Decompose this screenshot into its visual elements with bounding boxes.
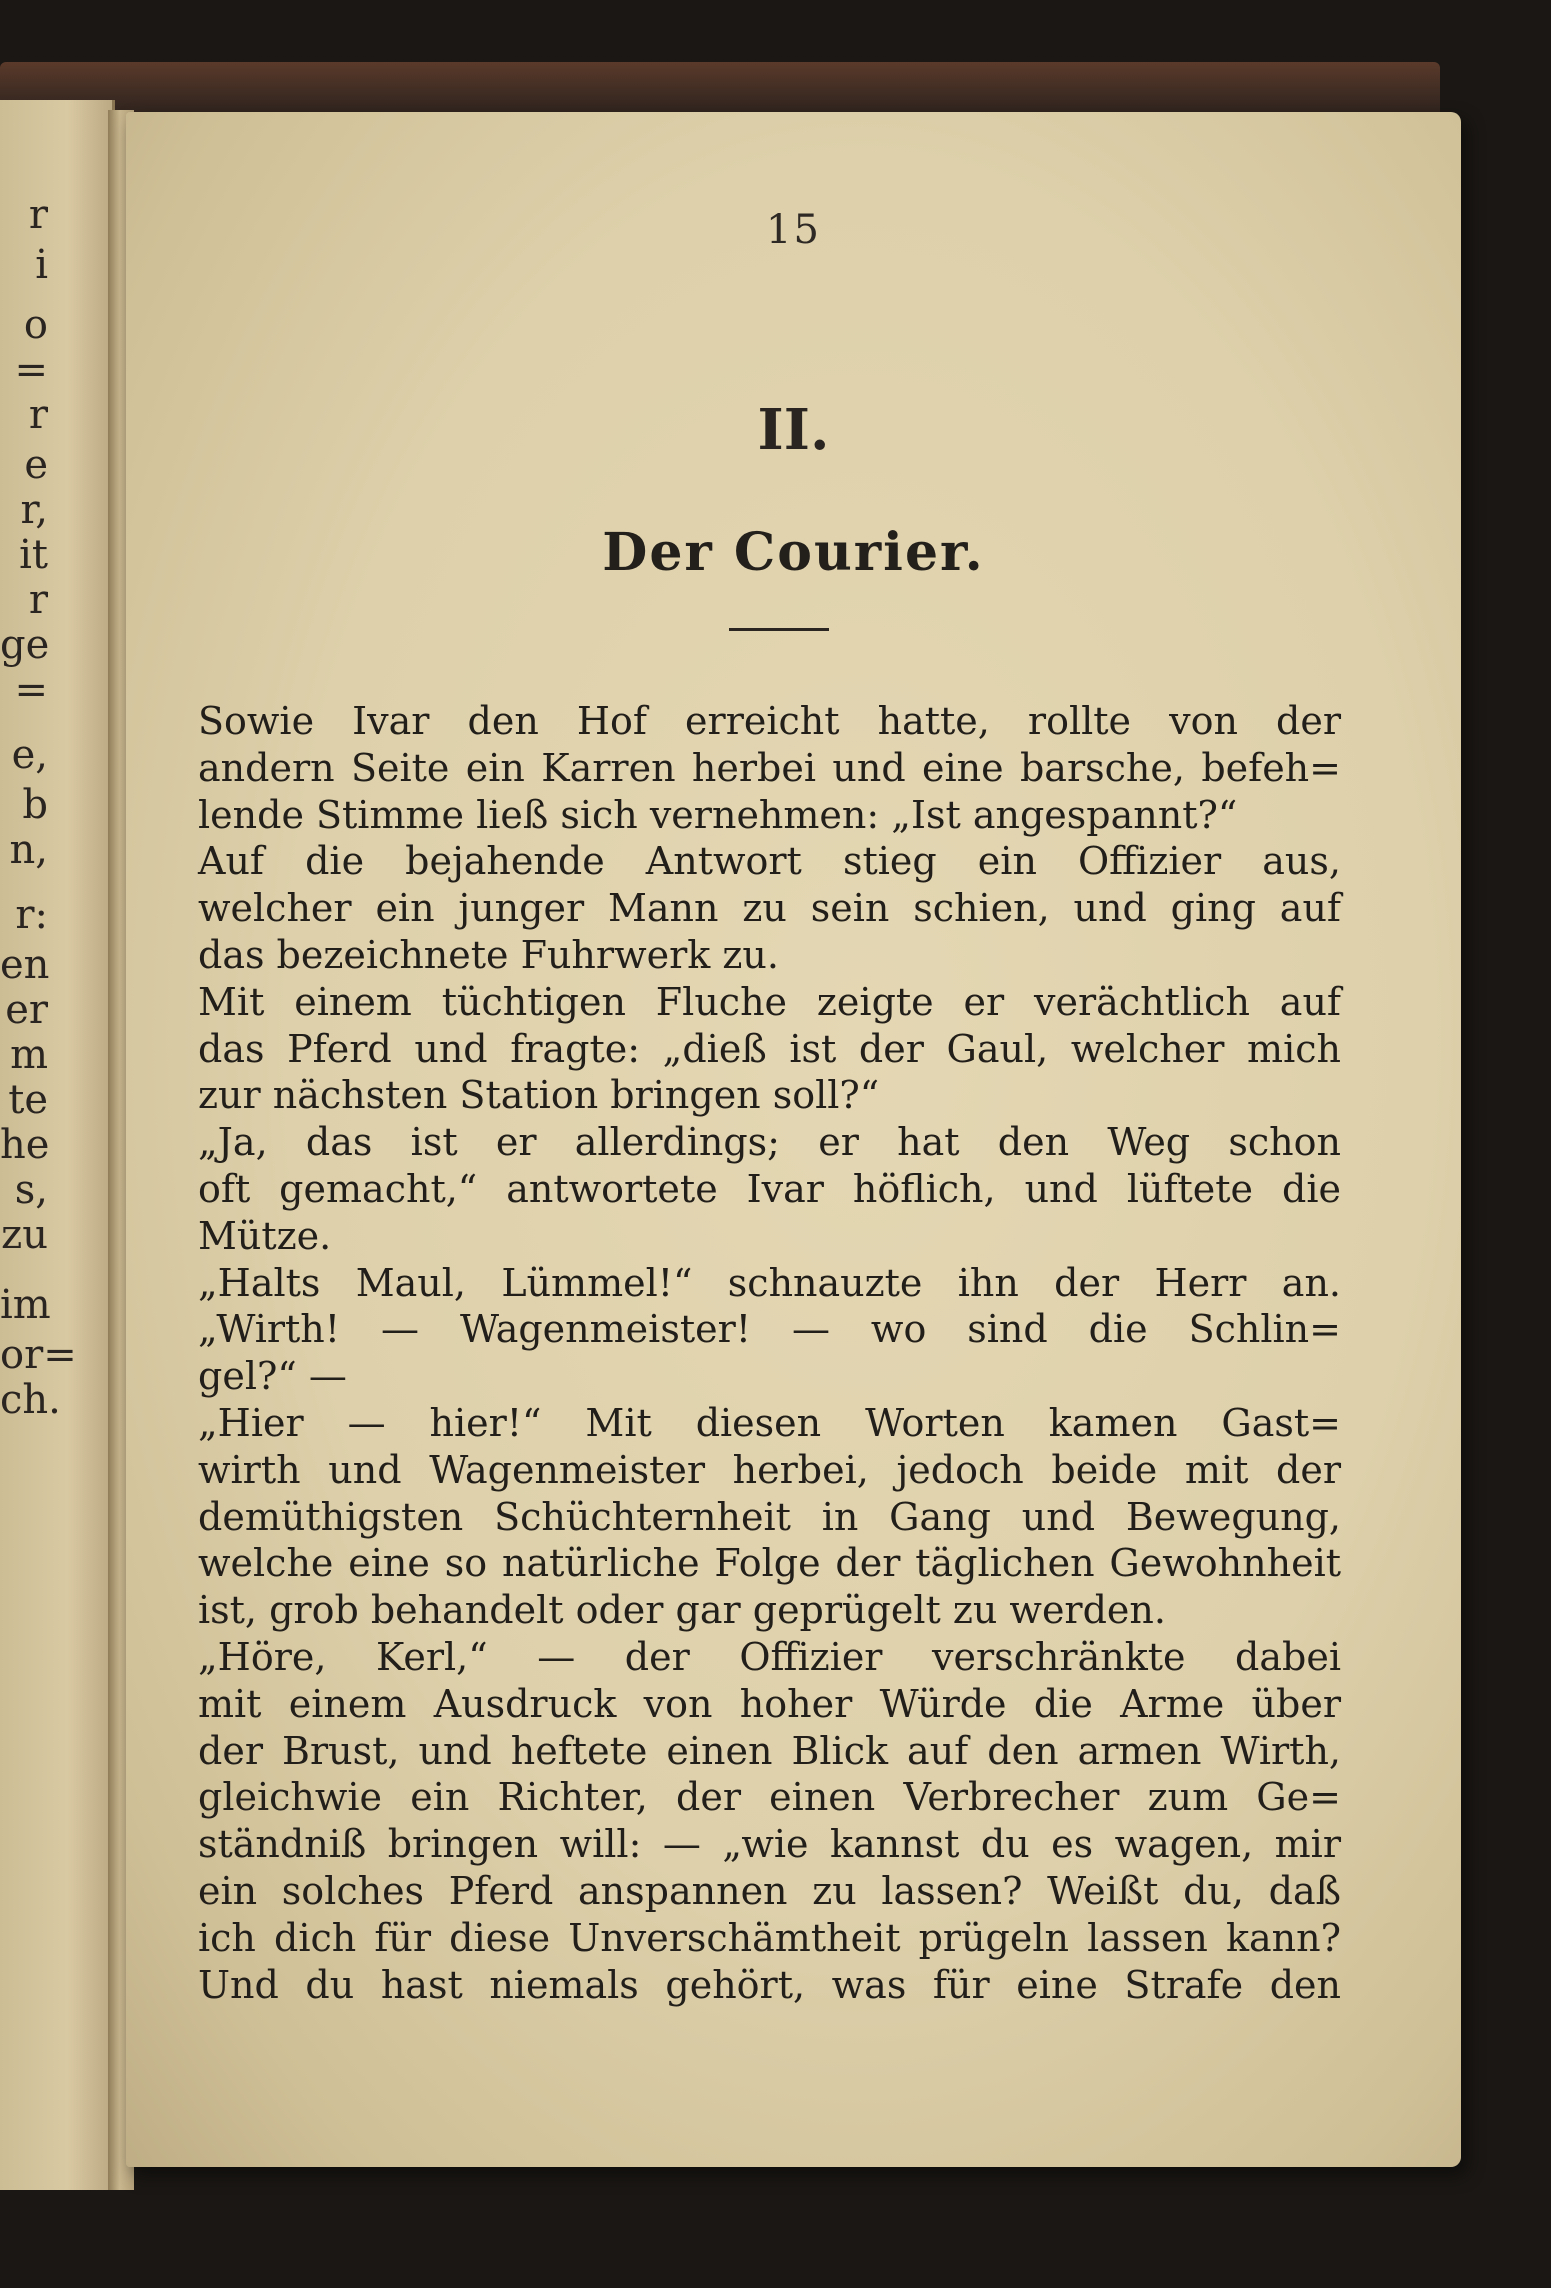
left-page-fragment: s, xyxy=(14,1167,48,1213)
text-line: ein solches Pferd anspannen zu lassen? Weißt du, daß xyxy=(198,1868,1341,1913)
left-page-fragment: b xyxy=(22,782,48,828)
left-page xyxy=(0,100,115,2190)
text-line: „Halts Maul, Lümmel!“ schnauzte ihn der Herr an. xyxy=(198,1260,1341,1305)
text-line: Sowie Ivar den Hof erreicht hatte, rollte von der xyxy=(198,699,1341,743)
left-page-fragment: r, xyxy=(20,487,48,533)
text-line: welcher ein junger Mann zu sein schien, und ging auf xyxy=(198,886,1341,931)
left-page-fragment: te xyxy=(8,1077,48,1123)
left-page-fragment: he xyxy=(0,1122,50,1168)
chapter-title: Der Courier. xyxy=(602,522,985,583)
left-page-fragment: r: xyxy=(15,892,48,938)
text-line: gel?“ — xyxy=(198,1354,347,1399)
text-line: gleichwie ein Richter, der einen Verbrecher zum Ge= xyxy=(198,1775,1341,1820)
text-line: demüthigsten Schüchternheit in Gang und Bewegung, xyxy=(198,1494,1341,1539)
left-page-fragment: r xyxy=(28,577,48,623)
right-page xyxy=(126,112,1461,2167)
left-page-fragment: ch. xyxy=(0,1377,61,1423)
left-page-fragment: m xyxy=(10,1032,48,1078)
text-line: zur nächsten Station bringen soll?“ xyxy=(198,1073,880,1118)
left-page-fragment: er xyxy=(5,987,48,1033)
text-line: lende Stimme ließ sich vernehmen: „Ist angespannt?“ xyxy=(198,792,1238,837)
text-line: Auf die bejahende Antwort stieg ein Offizier aus, xyxy=(198,839,1341,884)
text-line: ist, grob behandelt oder gar geprügelt zu werden. xyxy=(198,1588,1166,1633)
body-text xyxy=(198,698,1341,2008)
left-page-fragment: = xyxy=(14,347,48,393)
text-line: oft gemacht,“ antwortete Ivar höflich, und lüftete die xyxy=(198,1166,1341,1211)
text-line: ständniß bringen will: — „wie kannst du es wagen, mir xyxy=(198,1822,1341,1867)
text-line: „Höre, Kerl,“ — der Offizier verschränkte dabei xyxy=(198,1634,1341,1679)
text-line: welche eine so natürliche Folge der täglichen Gewohnheit xyxy=(198,1541,1341,1586)
left-page-fragment: or= xyxy=(0,1332,77,1378)
left-page-fragment: ge xyxy=(0,622,50,668)
text-line: der Brust, und heftete einen Blick auf den armen Wirth, xyxy=(198,1728,1341,1773)
page-number: 15 xyxy=(766,207,821,253)
title-divider xyxy=(729,628,829,631)
left-page-fragment: zu xyxy=(1,1212,48,1258)
left-page-fragment: i xyxy=(35,242,48,288)
text-line: wirth und Wagenmeister herbei, jedoch beide mit der xyxy=(198,1447,1341,1492)
left-page-fragment: n, xyxy=(9,827,48,873)
text-line: das bezeichnete Fuhrwerk zu. xyxy=(198,932,779,977)
left-page-fragment: e xyxy=(24,442,48,488)
text-line: Mütze. xyxy=(198,1213,332,1258)
text-line: „Wirth! — Wagenmeister! — wo sind die Schlin= xyxy=(198,1307,1341,1352)
left-page-fragment: it xyxy=(19,532,48,578)
left-page-fragment: en xyxy=(0,942,50,988)
left-page-fragment: r xyxy=(28,392,48,438)
left-page-fragment: im xyxy=(0,1282,51,1328)
text-line: ich dich für diese Unverschämtheit prügeln lassen kann? xyxy=(198,1915,1341,1960)
text-line: Und du hast niemals gehört, was für eine Strafe den xyxy=(198,1962,1341,2007)
text-line: Mit einem tüchtigen Fluche zeigte er verächtlich auf xyxy=(198,979,1341,1024)
text-line: das Pferd und fragte: „dieß ist der Gaul, welcher mich xyxy=(198,1026,1341,1071)
text-line: mit einem Ausdruck von hoher Würde die Arme über xyxy=(198,1681,1341,1726)
text-line: „Hier — hier!“ Mit diesen Worten kamen Gast= xyxy=(198,1400,1341,1445)
left-page-fragment: o xyxy=(23,302,48,348)
text-line: „Ja, das ist er allerdings; er hat den Weg schon xyxy=(198,1120,1341,1165)
left-page-fragment: r xyxy=(28,192,48,238)
text-line: andern Seite ein Karren herbei und eine barsche, befeh= xyxy=(198,745,1341,790)
chapter-number: II. xyxy=(757,397,830,463)
left-page-fragment: e, xyxy=(11,732,48,778)
left-page-fragment: = xyxy=(14,667,48,713)
